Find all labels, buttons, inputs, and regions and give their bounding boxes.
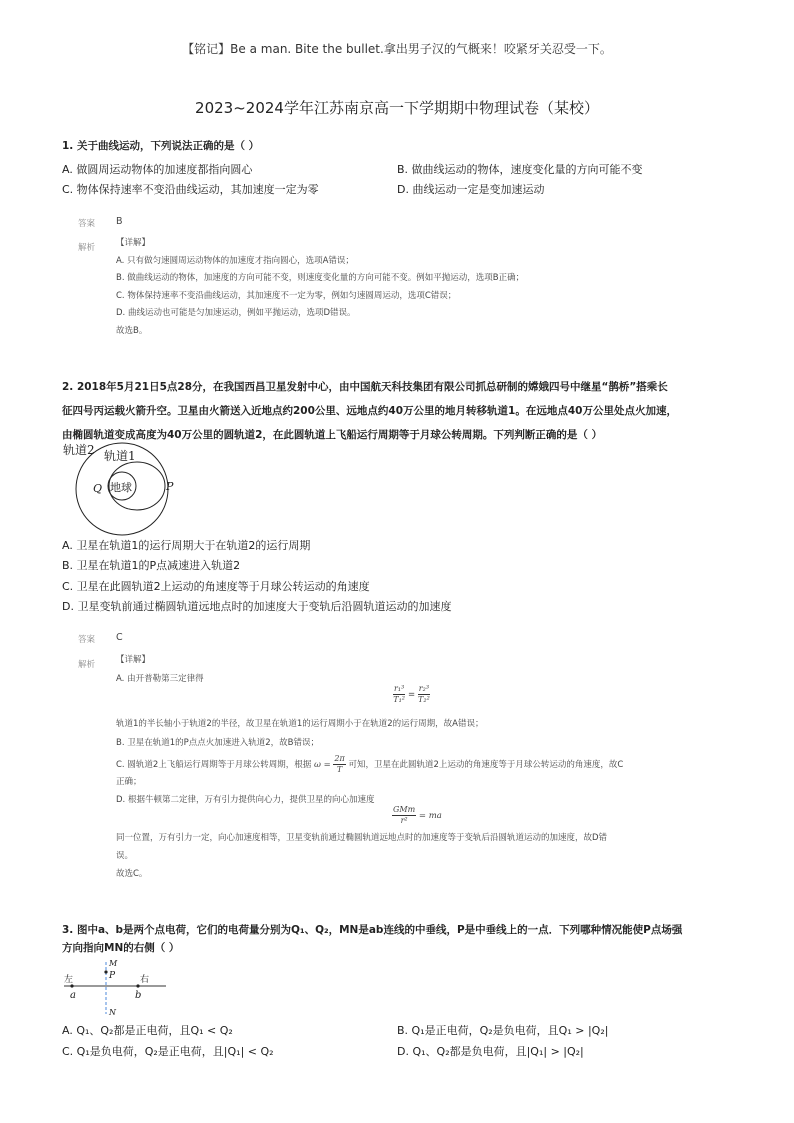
- kepler-equation: $\frac{\text{r₁³}}{\text{T₁²}}$ = $\frac{\text{r₂³}}{\text{T₂²}}$: [393, 684, 430, 704]
- q2-exp-b-text: B. 卫星在轨道1的P点点火加速进入轨道2，故B错误；: [116, 738, 320, 748]
- q2-analysis-label: 解析: [78, 660, 96, 670]
- q2-exp-conclusion: 故选C。: [116, 869, 148, 879]
- q2-exp-d-text1: 同一位置，万有引力一定，向心加速度相等，卫星变轨前通过椭圆轨道远地点时的加速度等于变轨后沿圆轨道运动的加速度，故D错: [116, 833, 608, 843]
- q2-answer-label: 答案: [78, 635, 96, 645]
- q2-stem-line: 由椭圆轨道变成高度为40万公里的圆轨道2，在此圆轨道上飞船运行周期等于月球公转周期。下列判断正确的是（ ）: [62, 429, 603, 441]
- charge-diagram: [62, 958, 172, 1018]
- q2-option-c[interactable]: C. 卫星在此圆轨道2上运动的角速度等于月球公转运动的角速度: [62, 580, 370, 593]
- orbit2-label: 轨道2: [63, 443, 95, 457]
- q2-stem-line: 2. 2018年5月21日5点28分，在我国西昌卫星发射中心，由中国航天科技集团有限公司抓总研制的嫦娥四号中继星“鹊桥”搭乘长: [62, 381, 668, 393]
- q3-stem-line2: 方向指向MN的右侧（ ）: [62, 942, 180, 954]
- point-m-label: M: [109, 959, 118, 968]
- charge-a-label: a: [70, 990, 76, 1001]
- q1-exp-line: B. 做曲线运动的物体，加速度的方向可能不变，则速度变化量的方向可能不变。例如平抛运动，选项B正确；: [116, 273, 525, 284]
- motto: 【铭记】Be a man. Bite the bullet.拿出男子汉的气概来！咬紧牙关忍受一下。: [182, 42, 612, 56]
- q1-exp-line: D. 曲线运动也可能是匀加速运动，例如平抛运动，选项D错误。: [116, 308, 356, 319]
- q2-exp-d-text2: 误。: [116, 851, 134, 861]
- newton-equation: $\frac{\text{GMm}}{\text{r²}}$ = ma: [393, 805, 442, 825]
- q1-answer-label: 答案: [78, 219, 96, 229]
- kepler-fraction-2: $\frac{\text{r₂³}}{\text{T₂²}}$: [418, 684, 430, 704]
- q1-exp-line: 故选B。: [116, 325, 148, 336]
- q2-option-a[interactable]: A. 卫星在轨道1的运行周期大于在轨道2的运行周期: [62, 539, 311, 552]
- q3-option-d[interactable]: D. Q₁、Q₂都是负电荷，且|Q₁| > |Q₂|: [397, 1045, 584, 1058]
- q2-exp-a-intro: A. 由开普勒第三定律得: [116, 674, 204, 684]
- q3-option-b[interactable]: B. Q₁是正电荷，Q₂是负电荷，且Q₁ > |Q₂|: [397, 1024, 609, 1037]
- q2-detail-heading: 【详解】: [116, 655, 151, 665]
- point-q-label: Q: [93, 482, 103, 495]
- q1-exp-line: A. 只有做匀速圆周运动物体的加速度才指向圆心，选项A错误；: [116, 255, 354, 266]
- q1-option-d[interactable]: D. 曲线运动一定是变加速运动: [397, 183, 545, 196]
- point-p-label: P: [109, 971, 116, 981]
- q1-exp-line: C. 物体保持速率不变沿曲线运动，其加速度不一定为零，例如匀速圆周运动，选项C错误；: [116, 290, 457, 301]
- q2-answer: C: [116, 632, 123, 643]
- q2-option-b[interactable]: B. 卫星在轨道1的P点减速进入轨道2: [62, 559, 241, 572]
- q3-option-c[interactable]: C. Q₁是负电荷，Q₂是正电荷，且|Q₁| < Q₂: [62, 1045, 274, 1058]
- q1-option-b[interactable]: B. 做曲线运动的物体，速度变化量的方向可能不变: [397, 163, 643, 176]
- point-p-label: P: [166, 480, 174, 493]
- page-title: 2023~2024学年江苏南京高一下学期期中物理试卷（某校）: [195, 99, 599, 117]
- q2-exp-a-text: 轨道1的半长轴小于轨道2的半径，故卫星在轨道1的运行周期小于在轨道2的运行周期，故A错误；: [116, 719, 484, 729]
- charge-b-label: b: [135, 990, 142, 1001]
- left-label: 左: [64, 975, 74, 985]
- q3-option-a[interactable]: A. Q₁、Q₂都是正电荷，且Q₁ < Q₂: [62, 1024, 233, 1037]
- q3-stem-line1: 3. 图中a、b是两个点电荷，它们的电荷量分别为Q₁、Q₂，MN是ab连线的中垂线，P是中垂线上的一点．下列哪种情况能使P点场强: [62, 924, 683, 936]
- q1-answer: B: [116, 216, 123, 227]
- point-n-label: N: [109, 1008, 116, 1017]
- orbit1-label: 轨道1: [104, 449, 136, 463]
- omega-fraction: $\frac{2\pi}{T}$: [334, 754, 345, 774]
- q2-stem-line: 征四号丙运载火箭升空。卫星由火箭送入近地点约200公里、远地点约40万公里的地月转移轨道1。在远地点40万公里处点火加速，: [62, 405, 677, 417]
- earth-label: 地球: [110, 481, 132, 494]
- q1-analysis-label: 解析: [78, 243, 96, 253]
- q2-exp-c-line: C. 圆轨道2上飞船运行周期等于月球公转周期，根据 ω = $\frac{2\pi}{T}$ 可知，卫星在此圆轨道2上运动的角速度等于月球公转运动的角速度，故C: [116, 754, 624, 774]
- point-p-dot: [104, 970, 107, 973]
- right-label: 右: [140, 975, 150, 985]
- orbit-diagram: [62, 440, 192, 540]
- q1-option-c[interactable]: C. 物体保持速率不变沿曲线运动，其加速度一定为零: [62, 183, 319, 196]
- q2-option-d[interactable]: D. 卫星变轨前通过椭圆轨道远地点时的加速度大于变轨后沿圆轨道运动的加速度: [62, 600, 452, 613]
- q1-detail-heading: 【详解】: [116, 238, 151, 248]
- kepler-fraction-1: $\frac{\text{r₁³}}{\text{T₁²}}$: [393, 684, 405, 704]
- q1-explanation: [116, 235, 524, 341]
- q1-stem: 1. 关于曲线运动，下列说法正确的是（ ）: [62, 140, 260, 152]
- q1-option-a[interactable]: A. 做圆周运动物体的加速度都指向圆心: [62, 163, 253, 176]
- gravity-fraction: $\frac{\text{GMm}}{\text{r²}}$: [393, 805, 416, 825]
- q2-exp-d-intro: D. 根据牛顿第二定律，万有引力提供向心力，提供卫星的向心加速度: [116, 795, 375, 805]
- q2-stem: [62, 375, 677, 447]
- q2-exp-c-tail: 正确；: [116, 777, 142, 787]
